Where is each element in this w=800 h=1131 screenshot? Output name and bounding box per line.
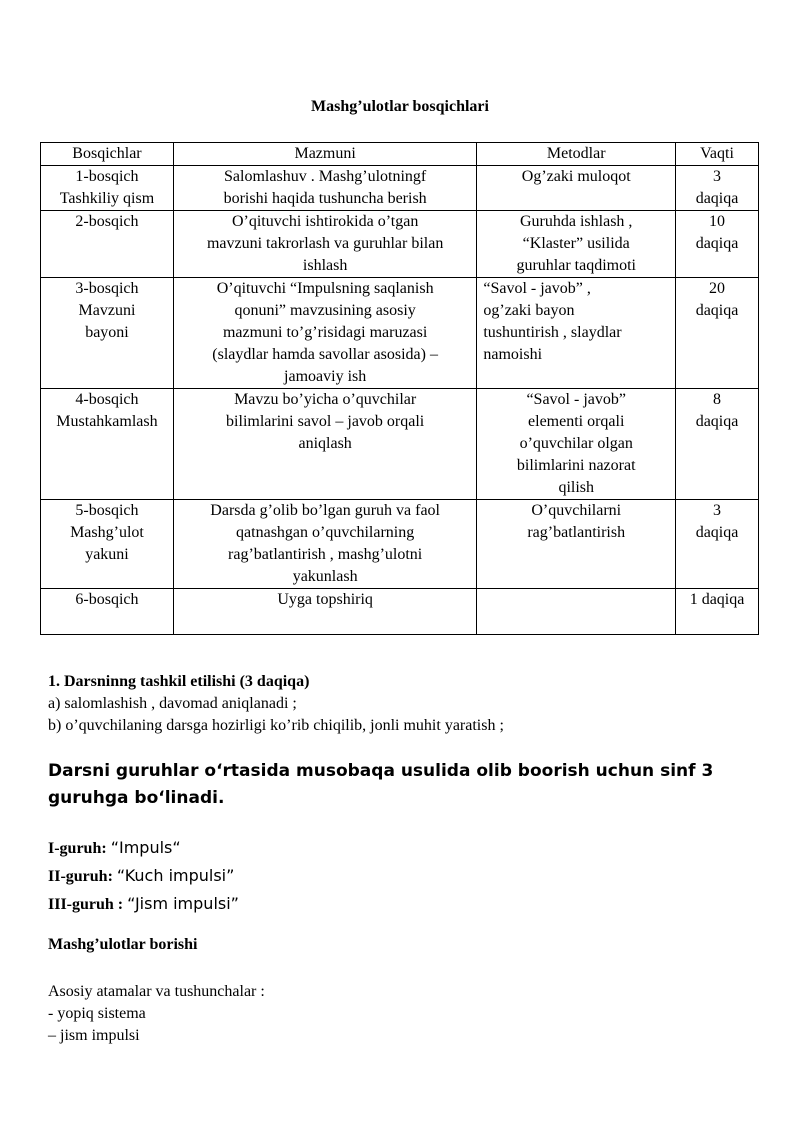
group-2 [48, 862, 768, 890]
cell-line: 8 [713, 391, 722, 408]
cell-line: yakunlash [292, 568, 358, 585]
cell-stage [41, 166, 174, 211]
cell-content [173, 278, 476, 389]
cell-line: Salomlashuv . Mashg’ulotningf [224, 168, 427, 185]
cell-line: 3 [713, 168, 722, 185]
cell-line: 6-bosqich [75, 591, 139, 608]
cell-line: daqiqa [695, 190, 739, 207]
cell-line: daqiqa [695, 235, 739, 252]
cell-line: o’quvchilar olgan [519, 435, 633, 452]
group-name: “Kuch impulsi” [116, 866, 235, 885]
cell-line: “Klaster” usilida [522, 235, 630, 252]
cell-line: aniqlash [298, 435, 352, 452]
cell-line: bilimlarini nazorat [516, 457, 636, 474]
cell-time [676, 166, 759, 211]
organization-item-b: b) o’quvchilaning darsga hozirligi ko’rib chiqilib, jonli muhit yaratish ; [48, 717, 504, 734]
cell-line: tushuntirish , slaydlar [483, 324, 622, 341]
organization-section [48, 671, 768, 737]
table-row [41, 500, 759, 589]
group-3 [48, 890, 768, 918]
header-content: Mazmuni [173, 143, 476, 166]
cell-content [173, 166, 476, 211]
cell-line: Mavzuni [78, 302, 136, 319]
cell-stage [41, 589, 174, 635]
cell-line: mavzuni takrorlash va guruhlar bilan [206, 235, 444, 252]
key-terms [48, 981, 265, 1047]
cell-line: mazmuni to’g’risidagi maruzasi [222, 324, 428, 341]
document-title: Mashg’ulotlar bosqichlari [311, 98, 489, 115]
cell-line: O’quvchilarni [531, 502, 622, 519]
cell-line: 20 [709, 280, 726, 297]
cell-line: 10 [709, 213, 726, 230]
cell-time [676, 500, 759, 589]
key-terms-heading: Asosiy atamalar va tushunchalar : [48, 983, 265, 1000]
group-label: II-guruh: [48, 868, 117, 885]
lesson-stages-table [40, 142, 759, 635]
cell-methods [477, 589, 676, 635]
cell-line: 3-bosqich [75, 280, 139, 297]
cell-line: 4-bosqich [75, 391, 139, 408]
header-methods: Metodlar [477, 143, 676, 166]
organization-heading: 1. Darsninng tashkil etilishi (3 daqiqa) [48, 673, 310, 690]
cell-line: Mashg’ulot [70, 524, 144, 541]
cell-line: qonuni” mavzusining asosiy [234, 302, 416, 319]
cell-line: jamoaviy ish [284, 368, 367, 385]
table-row [41, 211, 759, 278]
cell-line: rag’batlantirish , mashg’ulotni [228, 546, 423, 563]
cell-line: “Savol - javob” , [483, 280, 591, 297]
cell-line: Uyga topshiriq [277, 591, 373, 608]
group-name: “Impuls“ [110, 838, 181, 857]
cell-line: Og’zaki muloqot [521, 168, 631, 185]
cell-methods [477, 389, 676, 500]
cell-methods [477, 278, 676, 389]
cell-stage [41, 278, 174, 389]
lesson-progress-heading: Mashg’ulotlar borishi [48, 936, 198, 953]
cell-line: qilish [558, 479, 594, 496]
group-label: I-guruh: [48, 840, 111, 857]
cell-content [173, 389, 476, 500]
header-stage: Bosqichlar [41, 143, 174, 166]
cell-line: O’qituvchi ishtirokida o’tgan [231, 213, 419, 230]
cell-line: Darsda g’olib bo’lgan guruh va faol [210, 502, 440, 519]
table-row [41, 278, 759, 389]
cell-line: Mustahkamlash [56, 413, 158, 430]
cell-line: Tashkiliy qism [59, 190, 155, 207]
table-row [41, 166, 759, 211]
cell-methods [477, 500, 676, 589]
cell-time [676, 211, 759, 278]
cell-line: 3 [713, 502, 722, 519]
cell-line: yakuni [85, 546, 129, 563]
cell-line: namoishi [483, 346, 543, 363]
table-row [41, 589, 759, 635]
cell-stage [41, 389, 174, 500]
cell-stage [41, 211, 174, 278]
table-row [41, 389, 759, 500]
cell-line: bayoni [85, 324, 129, 341]
cell-line: 2-bosqich [75, 213, 139, 230]
group-label: III-guruh : [48, 896, 128, 913]
cell-line: borishi haqida tushuncha berish [223, 190, 427, 207]
cell-line: rag’batlantirish [527, 524, 626, 541]
cell-line: Mavzu bo’yicha o’quvchilar [234, 391, 417, 408]
cell-line: O’qituvchi “Impulsning saqlanish [216, 280, 434, 297]
cell-line: “Savol - javob” [526, 391, 626, 408]
organization-item-a: a) salomlashish , davomad aniqlanadi ; [48, 695, 297, 712]
cell-line: og’zaki bayon [483, 302, 575, 319]
cell-line: 1-bosqich [75, 168, 139, 185]
cell-line: daqiqa [695, 524, 739, 541]
cell-time [676, 278, 759, 389]
cell-line: daqiqa [695, 302, 739, 319]
cell-line: 1 daqiqa [689, 591, 745, 608]
cell-stage [41, 500, 174, 589]
key-term-item: - yopiq sistema [48, 1005, 146, 1022]
cell-time [676, 389, 759, 500]
key-term-item: – jism impulsi [48, 1027, 140, 1044]
cell-line: guruhlar taqdimoti [516, 257, 636, 274]
cell-line: ishlash [302, 257, 348, 274]
cell-content [173, 589, 476, 635]
groups-list [48, 834, 768, 918]
cell-content [173, 211, 476, 278]
group-name: “Jism impulsi” [127, 894, 239, 913]
cell-line: bilimlarini savol – javob orqali [226, 413, 425, 430]
cell-methods [477, 166, 676, 211]
table-header-row [41, 143, 759, 166]
group-1 [48, 834, 768, 862]
groups-note: Darsni guruhlar o‘rtasida musobaqa usulida olib boorish uchun sinf 3 guruhga bo‘linadi. [48, 761, 714, 808]
cell-line: Guruhda ishlash , [520, 213, 633, 230]
cell-content [173, 500, 476, 589]
cell-line: elementi orqali [528, 413, 625, 430]
cell-methods [477, 211, 676, 278]
cell-line: (slaydlar hamda savollar asosida) – [212, 346, 438, 363]
cell-line: daqiqa [695, 413, 739, 430]
cell-line: 5-bosqich [75, 502, 139, 519]
header-time: Vaqti [676, 143, 759, 166]
cell-line: qatnashgan o’quvchilarning [236, 524, 415, 541]
cell-time [676, 589, 759, 635]
